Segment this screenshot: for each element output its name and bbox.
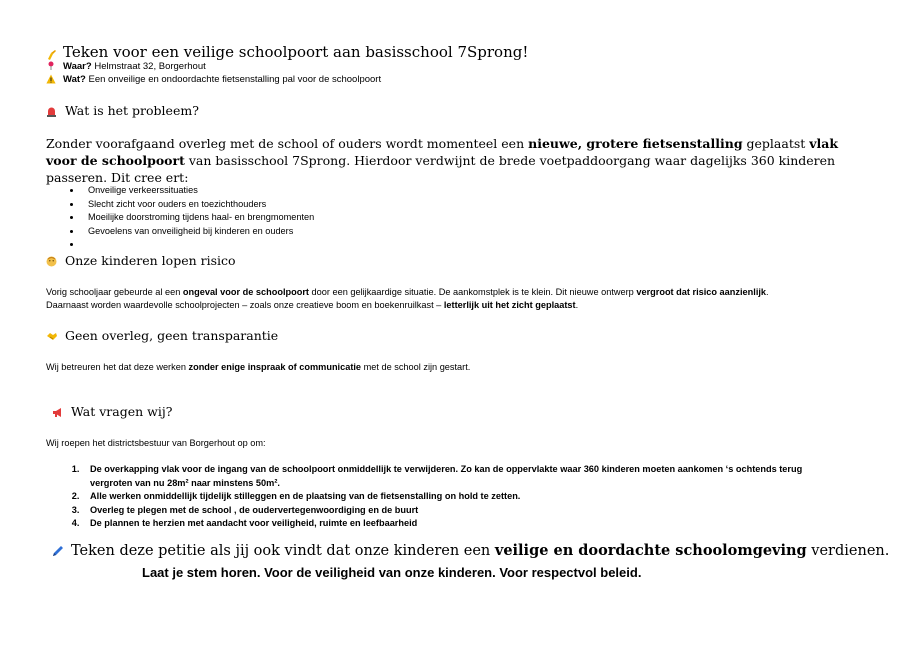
where-line: Waar? Helmstraat 32, Borgerhout [46, 61, 206, 72]
list-item: • Gevoelens van onveiligheid bij kinderen en ouders [82, 225, 314, 239]
list-item: 4. De plannen te herzien met aandacht voor veiligheid, ruimte en leefbaarheid [82, 517, 842, 531]
closing-line: Teken deze petitie als jij ook vindt dat onze kinderen een veilige en doordachte schoolomgeving verdienen. [52, 542, 889, 559]
ask-numbered-list [46, 463, 842, 531]
megaphone-icon [52, 406, 63, 417]
handshake-icon [46, 330, 57, 341]
list-item: • Onveilige verkeerssituaties [82, 184, 314, 198]
writing-hand-icon [46, 47, 57, 58]
what-line: Wat? Een onveilige en ondoordachte fietsenstalling pal voor de schoolpoort [46, 74, 381, 85]
list-item: • Slecht zicht voor ouders en toezichthouders [82, 198, 314, 212]
ask-intro: Wij roepen het districtsbestuur van Borgerhout op om: [46, 438, 266, 448]
list-item: 1. De overkapping vlak voor de ingang van de schoolpoort onmiddellijk te verwijderen. Zo kan de oppervlakte waar 360 kinderen moeten aankomen ‘s ochtends terug vergroten van nu 28m² naar minstens 50m². [82, 463, 842, 490]
ask-heading: Wat vragen wij? [52, 404, 172, 419]
problem-paragraph: Zonder voorafgaand overleg met de school of ouders wordt momenteel een nieuwe, grotere fietsenstalling geplaatst vlak voor de schoolpoort van basisschool 7Sprong. Hierdoor verdwijnt de brede voetpaddoorgang waar dagelijks 360 kinderen passeren. Dit cree ert: [46, 136, 839, 185]
warning-icon [46, 74, 57, 85]
list-item [82, 238, 314, 252]
pushpin-icon [46, 61, 57, 72]
problem-heading: Wat is het probleem? [46, 103, 199, 118]
page-title: Teken voor een veilige schoolpoort aan basisschool 7Sprong! [46, 43, 528, 61]
list-item: 2. Alle werken onmiddellijk tijdelijk stilleggen en de plaatsing van de fietsenstalling on hold te zetten. [82, 490, 842, 504]
problem-bullet-list [46, 184, 314, 252]
risk-paragraph: Vorig schooljaar gebeurde al een ongeval voor de schoolpoort door een gelijkaardige situatie. De aankomstplek is te klein. Dit nieuwe ontwerp vergroot dat risico aanzienlijk. Daarnaast worden waardevolle schoolprojecten – zoals onze creatieve boom en boekenruilkast – letterlijk uit het zicht geplaatst. [46, 287, 769, 310]
risk-heading: Onze kinderen lopen risico [46, 253, 236, 268]
closing-slogan: Laat je stem horen. Voor de veiligheid van onze kinderen. Voor respectvol beleid. [142, 565, 642, 580]
consult-heading: Geen overleg, geen transparantie [46, 328, 278, 343]
list-item: 3. Overleg te plegen met de school , de oudervertegenwoordiging en de buurt [82, 504, 842, 518]
consult-paragraph: Wij betreuren het dat deze werken zonder enige inspraak of communicatie met de school zijn gestart. [46, 362, 471, 372]
list-item: • Moeilijke doorstroming tijdens haal- en brengmomenten [82, 211, 314, 225]
police-light-icon [46, 105, 57, 116]
pen-icon [52, 545, 63, 556]
child-icon [46, 255, 57, 266]
